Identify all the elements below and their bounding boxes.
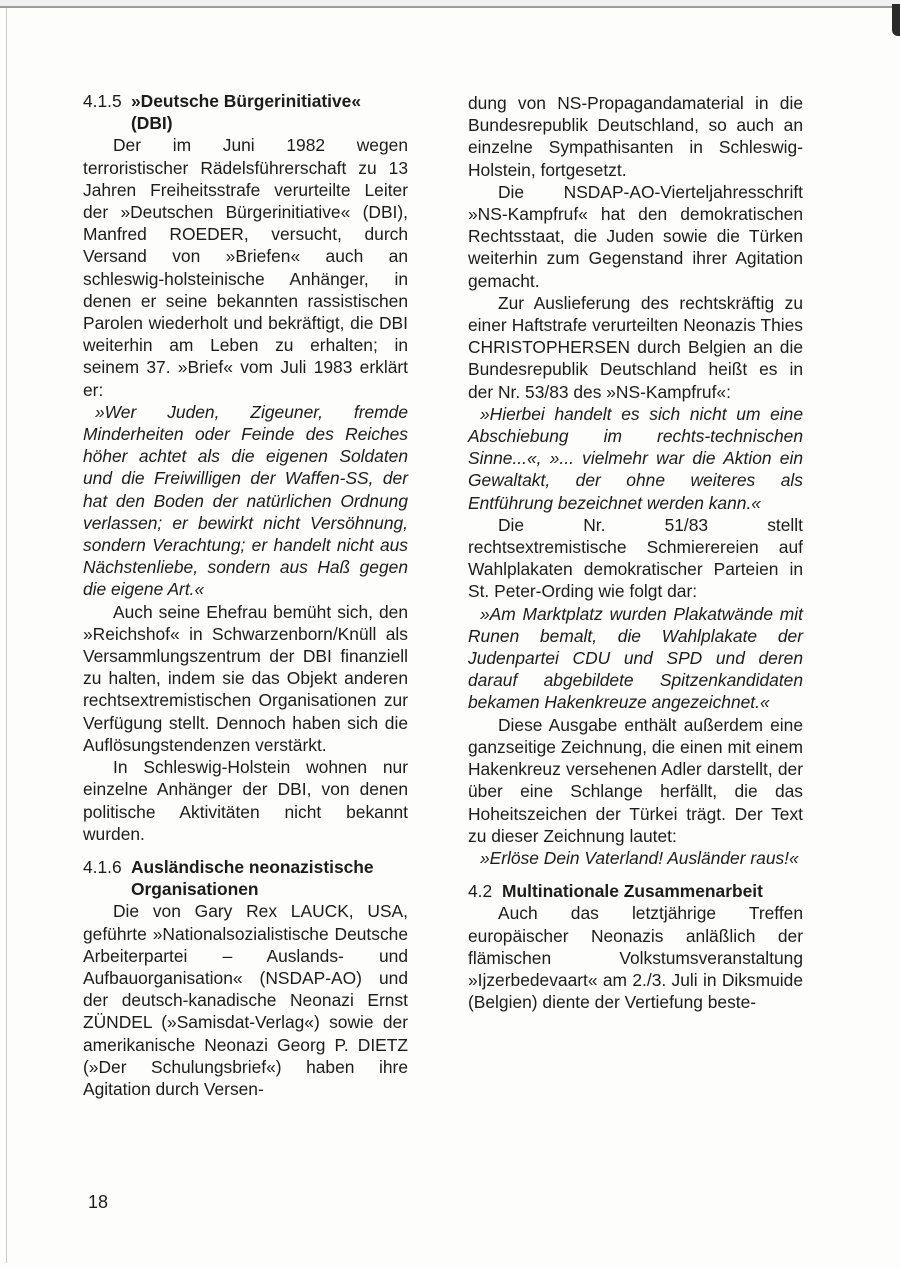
- quote: »Am Marktplatz wurden Plakatwände mit Runen bemalt, die Wahlplakate der Judenpartei CDU und SPD und deren darauf abgebildete Spitzenkandidaten bekamen Hakenkreuze angezeichnet.«: [468, 603, 803, 713]
- section-title: [131, 856, 374, 900]
- paragraph: Die von Gary Rex LAUCK, USA, geführte »Nationalsozialistische Deutsche Arbeiterpartei – Auslands- und Aufbauorganisation« (NSDAP-AO) und der deutsch-kanadische Neonazi Ernst ZÜNDEL (»Samisdat-Verlag«) sowie der amerikanische Neonazi Georg P. DIETZ (»Der Schulungsbrief«) haben ihre Agitation durch Versen-: [83, 901, 408, 1099]
- section-title-line-1: »Deutsche Bürgerinitiative«: [131, 91, 362, 111]
- section-heading-4-1-6: [83, 856, 408, 900]
- quote: »Wer Juden, Zigeuner, fremde Minderheiten oder Feinde des Reiches höher achtet als die eigenen Soldaten und die Freiwilligen der Waffen-SS, der hat den Boden der natürlichen Ordnung verlassen; er bewirkt nicht Versöhnung, sondern Verachtung; er handelt nicht aus Nächstenliebe, sondern aus Haß gegen die eigene Art.«: [83, 401, 408, 600]
- paragraph: Die NSDAP-AO-Vierteljahresschrift »NS-Kampfruf« hat den demokratischen Rechtsstaat, die Juden sowie die Türken weiterhin zum Gegenstand ihrer Agitation gemacht.: [468, 181, 803, 291]
- section-title-line-2: (DBI): [131, 113, 173, 134]
- paragraph: Zur Auslieferung des rechtskräftig zu einer Haftstrafe verurteilten Neonazis Thies CHRISTOPHERSEN durch Belgien an die Bundesrepublik Deutschland heißt es in der Nr. 53/83 des »NS-Kampfruf«:: [468, 292, 803, 402]
- scan-left-border: [6, 8, 7, 1263]
- paragraph: Diese Ausgabe enthält außerdem eine ganzseitige Zeichnung, die einen mit einem Hakenkreuz versehenen Adler darstellt, der über eine Schlange herfällt, die das Hoheitszeichen der Türkei trägt. Der Text zu dieser Zeichnung lautet:: [468, 714, 803, 846]
- section-title-line-1: Ausländische neonazistische: [131, 856, 374, 877]
- scan-corner-mark: [892, 4, 900, 36]
- paragraph: Auch das letztjährige Treffen europäischer Neonazis anläßlich der flämischen Volkstumsveranstaltung »Ijzerbedevaart« am 2./3. Juli in Diksmuide (Belgien) diente der Vertiefung beste-: [468, 903, 803, 1013]
- section-number: 4.2: [468, 881, 493, 902]
- paragraph: In Schleswig-Holstein wohnen nur einzelne Anhänger der DBI, von denen politische Aktivitäten nicht bekannt wurden.: [83, 757, 408, 844]
- section-heading-4-2: [468, 880, 803, 902]
- paragraph: dung von NS-Propagandamaterial in die Bundesrepublik Deutschland, so auch an einzelne Sympathisanten in Schleswig-Holstein, fortgesetzt.: [468, 93, 803, 180]
- section-title: [131, 90, 361, 134]
- section-title-line-2: Organisationen: [131, 879, 259, 900]
- section-heading-4-1-5: [83, 90, 408, 134]
- scan-top-border: [0, 6, 893, 8]
- paragraph: Der im Juni 1982 wegen terroristischer Rädelsführerschaft zu 13 Jahren Freiheitsstrafe verurteilte Leiter der »Deutschen Bürgerinitiative« (DBI), Manfred ROEDER, versucht, durch Versand von »Briefen« auch an schleswig-holsteinische Anhänger, in denen er seine bekannten rassistischen Parolen wiederholt und bekräftigt, die DBI weiterhin am Leben zu erhalten; in seinem 37. »Brief« vom Juli 1983 erklärt er:: [83, 135, 408, 400]
- quote: »Hierbei handelt es sich nicht um eine Abschiebung im rechts-technischen Sinne...«, »... vielmehr war die Aktion ein Gewaltakt, der ohne weiteres als Entführung bezeichnet werden kann.«: [468, 403, 803, 513]
- section-number: 4.1.6: [83, 856, 122, 877]
- quote: »Erlöse Dein Vaterland! Ausländer raus!«: [480, 847, 799, 868]
- paragraph: Auch seine Ehefrau bemüht sich, den »Reichshof« in Schwarzenborn/Knüll als Versammlungszentrum der DBI finanziell zu halten, indem sie das Objekt anderen rechtsextremistischen Organisationen zur Verfügung stellt. Dennoch haben sich die Auflösungstendenzen verstärkt.: [83, 601, 408, 755]
- left-column: [83, 90, 408, 1100]
- section-title: Multinationale Zusammenarbeit: [502, 881, 763, 902]
- paragraph: Die Nr. 51/83 stellt rechtsextremistische Schmierereien auf Wahlplakaten demokratischer Parteien in St. Peter-Ording wie folgt dar:: [468, 514, 803, 602]
- right-column: [468, 92, 803, 1013]
- page-number: 18: [88, 1192, 109, 1212]
- section-number: 4.1.5: [83, 91, 122, 111]
